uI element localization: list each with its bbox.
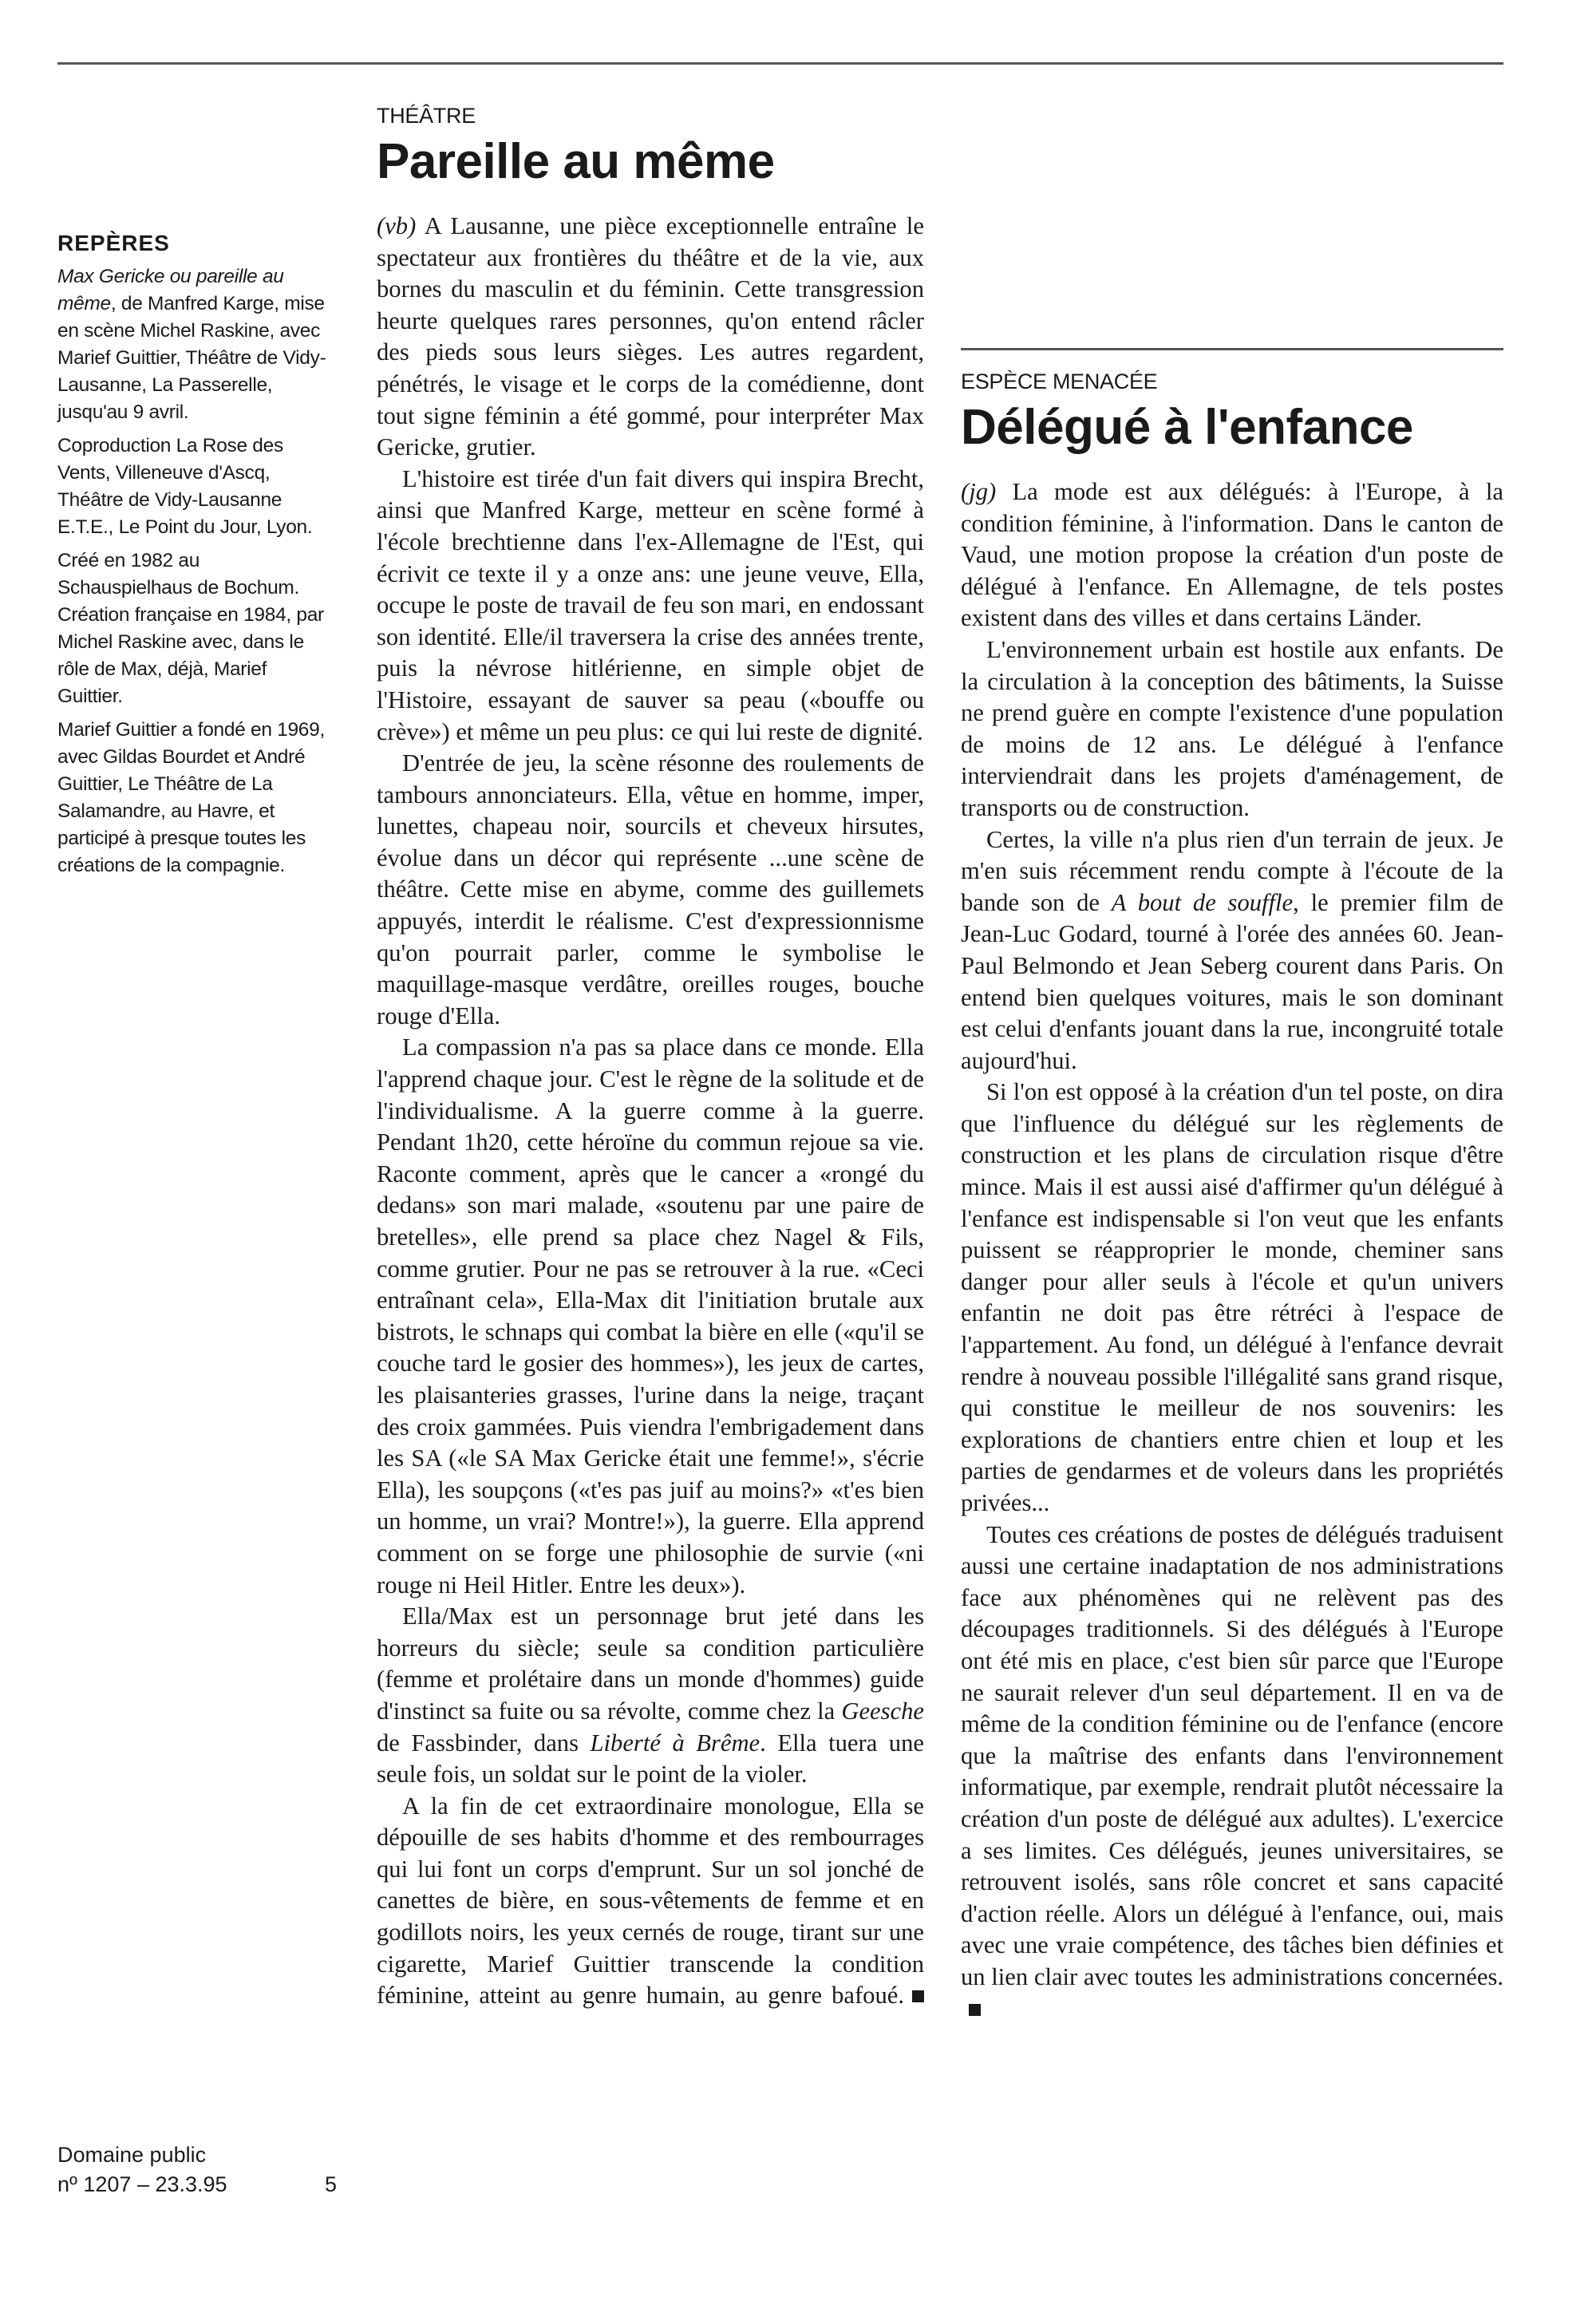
article-paragraph: Si l'on est opposé à la création d'un tel poste, on dira que l'influence du délégué sur les règlements de construction et les plans de circulation risque d'être mince. Mais il est aussi aisé d'affirmer qu'un délégué à l'enfance est indispensable si l'on veut que les enfants puissent se réapproprier le monde, cheminer sans danger pour aller seuls à l'école et qu'un univers enfantin ne doit pas être rétréci à l'espace de l'appartement. Au fond, un délégué à l'enfance devrait rendre à nouveau possible l'illégalité sans grand risque, qui constitue le meilleur de nos souvenirs: les explorations de chantiers entre chien et loup et les parties de gendarmes et de voleurs dans les propriétés privées... [961, 1078, 1503, 1516]
article-enfance [961, 97, 1503, 2025]
article-theatre [377, 102, 924, 2012]
column-continuation-spacer [961, 97, 1503, 319]
article-paragraph: Certes, la ville n'a plus rien d'un terrain de jeux. Je m'en suis récemment rendu compte à l'écoute de la bande son de A bout de souffle, le premier film de Jean-Luc Godard, tourné à l'orée des années 60. Jean-Paul Belmondo et Jean Seberg courent dans Paris. On entend bien quelques voitures, mais le son dominant est celui d'enfants jouant dans la rue, incongruité totale aujourd'hui. [961, 825, 1503, 1074]
film-title: A bout de souffle [1111, 888, 1294, 916]
article-headline: Délégué à l'enfance [961, 400, 1413, 455]
author-tag: (vb) [377, 212, 417, 239]
article-paragraph: La compassion n'a pas sa place dans ce monde. Ella l'apprend chaque jour. C'est le règne de la solitude et de l'individualisme. A la guerre comme à la guerre. Pendant 1h20, cette héroïne du commun rejoue sa vie. Raconte comment, après que le cancer a «rongé du dedans» son mari malade, «soutenu par une paire de bretelles», elle prend sa place chez Nagel & Fils, comme grutier. Pour ne pas se retrouver à la rue. «Ceci entraînant cela», Ella-Max dit l'initiation brutale aux bistrots, le schnaps qui combat la bière en elle («qu'il se couche tard le gosier des hommes»), les jeux de cartes, les plaisanteries grasses, l'urine dans la neige, traçant des croix gammées. Puis viendra l'embrigadement dans les SA («le SA Max Gericke était une femme!», s'écrie Ella), les soupçons («t'es pas juif au moins?» «t'es bien un homme, un vrai? Montre!»), la guerre. Ella apprend comment on se forge une philosophie de survie («ni rouge ni Heil Hitler. Entre les deux»). [377, 1033, 924, 1599]
article-paragraph: (vb) A Lausanne, une pièce exceptionnelle entraîne le spectateur aux frontières du théâtre et de la vie, aux bornes du masculin et du féminin. Cette transgression heurte quelques rares personnes, qu'on entend râcler des pieds sous leurs sièges. Les autres regardent, pénétrés, le visage et le corps de la comédienne, dont tout signe féminin a été gommé, pour interpréter Max Gericke, grutier. [377, 212, 924, 461]
article-paragraph: Toutes ces créations de postes de délégués traduisent aussi une certaine inadaptation de nos administrations face aux phénomènes qui ne relèvent pas des découpages traditionnels. Si des délégués à l'Europe ont été mis en place, c'est bien sûr parce que l'Europe ne saurait relever d'un seul département. Il en va de même de la condition féminine ou de l'enfance (encore que la maîtrise des enfants dans l'environnement informatique, par exemple, rendrait plutôt nécessaire la création d'un poste de délégué aux adultes). L'exercice a ses limites. Ces délégués, jeunes universitaires, se retrouvent isolés, sans rôle concret et sans capacité d'action réelle. Alors un délégué à l'enfance, oui, mais avec une vraie compétence, des tâches bien définies et un lien clair avec toutes les administrations concernées. [961, 1520, 1503, 2025]
page-footer [57, 2140, 337, 2199]
end-square-icon [912, 1990, 924, 2002]
sidebar-paragraph: Coproduction La Rose des Vents, Villeneuve d'Ascq, Théâtre de Vidy-Lausanne E.T.E., Le Point du Jour, Lyon. [57, 435, 313, 538]
article-paragraph: (jg) La mode est aux délégués: à l'Europe, à la condition féminine, à l'information. Dans le canton de Vaud, une motion propose la création d'un poste de délégué à l'enfance. En Allemagne, de tels postes existent dans des villes et dans certains Länder. [961, 478, 1503, 632]
sidebar-paragraph: Max Gericke ou pareille au même, de Manfred Karge, mise en scène Michel Raskine, avec Marief Guittier, Théâtre de Vidy-Lausanne, La Passerelle, jusqu'au 9 avril. [57, 266, 326, 423]
article-paragraph: A la fin de cet extraordinaire monologue, Ella se dépouille de ses habits d'homme et des rembourrages qui lui font un corps d'emprunt. Sur un sol jonché de canettes de bière, en sous-vêtements de femme et en godillots noirs, les yeux cernés de rouge, tirant sur une cigarette, Marief Guittier transcende la condition féminine, atteint au genre humain, au genre bafoué. [377, 1792, 924, 2010]
article-paragraph: Ella/Max est un personnage brut jeté dans les horreurs du siècle; seule sa condition particulière (femme et prolétaire dans un monde d'hommes) guide d'instinct sa fuite ou sa révolte, comme chez la Geesche de Fassbinder, dans Liberté à Brême. Ella tuera une seule fois, un soldat sur le point de la violer. [377, 1602, 924, 1788]
end-square-icon [969, 2004, 981, 2016]
article-headline: Pareille au même [377, 134, 775, 189]
reperes-sidebar [57, 230, 334, 886]
article-paragraph: D'entrée de jeu, la scène résonne des roulements de tambours annonciateurs. Ella, vêtue en homme, imper, lunettes, chapeau noir, sourcils et cheveux hirsutes, évolue dans un décor qui représente ...une scène de théâtre. Cette mise en abyme, comme des guillemets appuyés, interdit le réalisme. C'est d'expressionnisme qu'on pourrait parler, comme le symbolise le maquillage-masque verdâtre, oreilles rouges, bouche rouge d'Ella. [377, 749, 924, 1029]
article-paragraph: L'histoire est tirée d'un fait divers qui inspira Brecht, ainsi que Manfred Karge, metteur en scène formé à l'école brechtienne dans l'ex-Allemagne de l'Est, qui écrivit ce texte il y a onze ans: une jeune veuve, Ella, occupe le poste de travail de feu son mari, en endossant son identité. Elle/il traversera la crise des années trente, puis la névrose hitlérienne, en simple objet de l'Histoire, essayant de sauver sa peau («bouffe ou crève») et même un peu plus: ce qui lui reste de dignité. [377, 464, 924, 745]
article-paragraph: L'environnement urbain est hostile aux enfants. De la circulation à la conception des bâtiments, la Suisse ne prend guère en compte l'existence d'une population de moins de 12 ans. Le délégué à l'enfance interviendrait dans les projets d'aménagement, de transports ou de construction. [961, 635, 1503, 821]
article-kicker: THÉÂTRE [377, 104, 476, 128]
play-title: Max Gericke ou pareille au même [57, 266, 284, 314]
author-tag: (jg) [961, 478, 997, 505]
publication-name: Domaine public [57, 2143, 207, 2167]
top-rule [57, 62, 1503, 65]
section-rule [961, 348, 1503, 350]
issue-number: nº 1207 – 23.3.95 [57, 2172, 227, 2196]
sidebar-paragraph: Créé en 1982 au Schauspielhaus de Bochum. Création française en 1984, par Michel Raskine avec, dans le rôle de Max, déjà, Marief Guittier. [57, 550, 324, 707]
page-number: 5 [324, 2172, 337, 2196]
article-kicker: ESPÈCE MENACÉE [961, 370, 1158, 393]
sidebar-heading: REPÈRES [57, 231, 170, 255]
sidebar-paragraph: Marief Guittier a fondé en 1969, avec Gildas Bourdet et André Guittier, Le Théâtre de La Salamandre, au Havre, et participé à presque toutes les créations de la compagnie. [57, 719, 325, 876]
